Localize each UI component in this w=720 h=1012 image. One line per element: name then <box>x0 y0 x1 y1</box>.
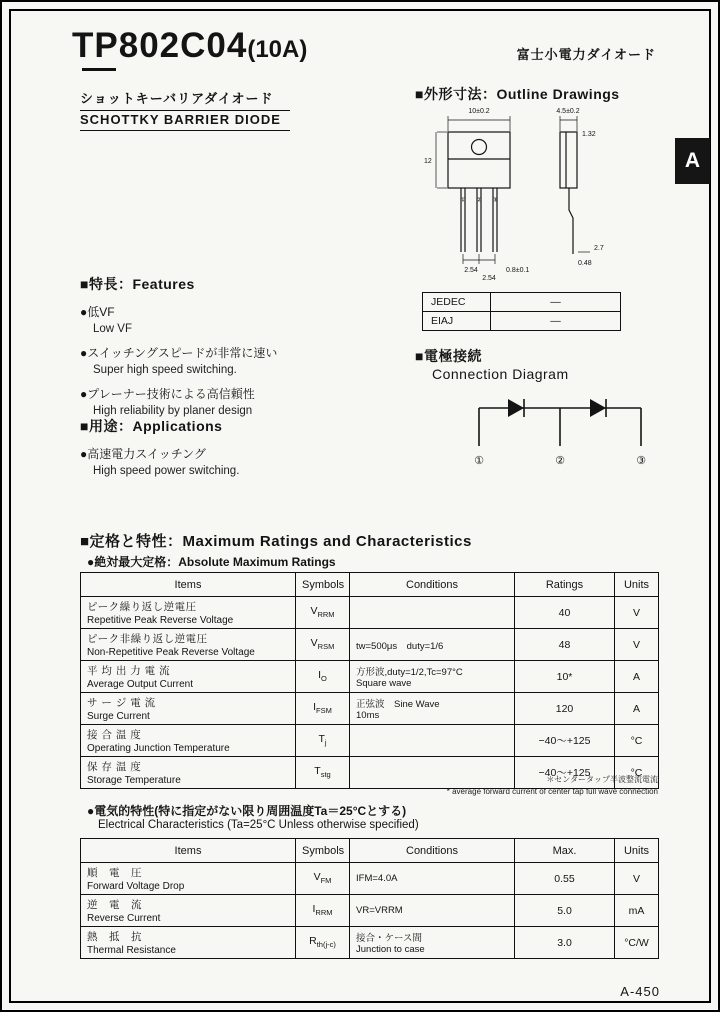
feature-item-en: High reliability by planer design <box>93 405 253 417</box>
cell-unit: A <box>615 661 659 693</box>
terminal-label-2: ② <box>555 455 565 467</box>
applications-section <box>80 416 400 477</box>
connection-heading-jp: ■電極接続 <box>415 348 482 364</box>
table-header-row <box>81 573 659 597</box>
electrical-row <box>81 927 659 959</box>
item-jp: 熱 抵 抗 <box>87 931 142 943</box>
ratings-heading: ■定格と特性：Maximum Ratings and Characteristics <box>80 533 472 550</box>
terminal-label-1: ① <box>474 455 484 467</box>
col-max: Max. <box>515 839 615 863</box>
cell-symbol <box>296 661 350 693</box>
outline-heading: ■外形寸法：Outline Drawings <box>415 86 620 102</box>
cell-items <box>81 757 296 789</box>
col-units: Units <box>615 573 659 597</box>
dim-body-height: 12 <box>424 158 432 165</box>
item-en: Surge Current <box>87 711 150 722</box>
symbol-main: V <box>310 605 318 618</box>
brand-text: 富士小電力ダイオード <box>516 47 656 62</box>
package-row <box>423 293 621 312</box>
cell-conditions <box>350 629 515 661</box>
cell-unit: V <box>615 597 659 629</box>
max-ratings-table <box>80 572 659 789</box>
item-jp: 逆 電 流 <box>87 899 142 911</box>
condition-line: 10ms <box>356 710 380 721</box>
condition-line: IFM=4.0A <box>356 873 398 884</box>
dim-body-width: 10±0.2 <box>468 108 490 115</box>
cell-rating: 10* <box>515 661 615 693</box>
cell-max: 0.55 <box>515 863 615 895</box>
condition-line: Junction to case <box>356 944 425 955</box>
cell-unit: °C <box>615 725 659 757</box>
item-en: Average Output Current <box>87 679 193 690</box>
feature-item-en: Low VF <box>93 323 132 335</box>
dim-pitch-right: 2.54 <box>482 275 496 282</box>
ratings-row <box>81 693 659 725</box>
symbol-sub: stg <box>320 770 331 780</box>
cell-items <box>81 661 296 693</box>
cell-items <box>81 863 296 895</box>
connection-diagram <box>454 386 666 482</box>
ratings-row <box>81 725 659 757</box>
cell-symbol <box>296 693 350 725</box>
part-rating: (10A) <box>247 36 308 63</box>
ratings-row <box>81 597 659 629</box>
ratings-footnote <box>302 774 658 798</box>
cell-unit: °C/W <box>615 927 659 959</box>
condition-line: tw=500μs duty=1/6 <box>356 640 444 652</box>
symbol-main: T <box>318 733 325 746</box>
feature-item-jp: ●スイッチングスピードが非常に速い <box>80 346 278 360</box>
cell-conditions <box>350 895 515 927</box>
cell-items <box>81 597 296 629</box>
cell-symbol <box>296 597 350 629</box>
cell-items <box>81 927 296 959</box>
ratings-subheading: ●絶対最大定格：Absolute Maximum Ratings <box>87 555 336 569</box>
cell-items <box>81 895 296 927</box>
package-standard-value: — <box>491 312 621 331</box>
cell-conditions <box>350 693 515 725</box>
electrical-table <box>80 838 659 959</box>
application-item-en: High speed power switching. <box>93 465 240 477</box>
applications-heading: ■用途：Applications <box>80 418 223 434</box>
ratings-row <box>81 629 659 661</box>
symbol-main: V <box>313 871 321 884</box>
symbol-sub: FM <box>320 876 332 886</box>
item-en: Thermal Resistance <box>87 945 176 956</box>
item-jp: サ ー ジ 電 流 <box>87 697 156 709</box>
dim-lead-width: 0.8±0.1 <box>506 267 530 274</box>
package-standard-value: — <box>491 293 621 312</box>
condition-line: Square wave <box>356 678 412 689</box>
package-table <box>422 292 621 331</box>
section-tab-letter: A <box>684 149 701 172</box>
electrical-row <box>81 895 659 927</box>
cell-rating: −40〜+125 <box>515 757 615 789</box>
cell-symbol <box>296 863 350 895</box>
col-symbols: Symbols <box>296 573 350 597</box>
lead-label-2: ② <box>476 197 482 204</box>
cell-unit: V <box>615 629 659 661</box>
col-items: Items <box>81 839 296 863</box>
ratings-row <box>81 661 659 693</box>
cell-conditions <box>350 927 515 959</box>
diode-symbol-left <box>508 399 524 417</box>
electrical-subheading-jp: ●電気的特性(特に指定がない限り周囲温度Ta＝25°Cとする) <box>87 804 407 818</box>
item-en: Repetitive Peak Reverse Voltage <box>87 615 234 626</box>
footnote-jp: ＊センタータップ半波整流電流 <box>546 775 658 784</box>
item-en: Non-Repetitive Peak Reverse Voltage <box>87 647 255 658</box>
item-jp: 接 合 温 度 <box>87 729 142 741</box>
item-jp: 保 存 温 度 <box>87 761 142 773</box>
symbol-sub: th(j-c) <box>316 940 336 950</box>
cell-rating: 48 <box>515 629 615 661</box>
col-ratings: Ratings <box>515 573 615 597</box>
subtitle-japanese: ショットキーバリアダイオード <box>80 88 290 111</box>
dim-lead-thickness: 0.48 <box>578 260 592 267</box>
dim-pitch-left: 2.54 <box>464 267 478 274</box>
section-tab <box>675 138 710 184</box>
cell-items <box>81 693 296 725</box>
item-jp: ピーク非繰り返し逆電圧 <box>87 633 208 645</box>
subtitle-english: SCHOTTKY BARRIER DIODE <box>80 112 290 131</box>
cell-symbol <box>296 629 350 661</box>
col-units: Units <box>615 839 659 863</box>
feature-item-en: Super high speed switching. <box>93 364 237 376</box>
symbol-main: R <box>309 935 317 948</box>
footnote-en: * average forward current of center tap full wave connection <box>446 787 658 796</box>
cell-rating: −40〜+125 <box>515 725 615 757</box>
package-row <box>423 312 621 331</box>
page-number: A-450 <box>620 984 660 999</box>
symbol-main: I <box>318 669 322 682</box>
electrical-subheading-en: Electrical Characteristics (Ta=25°C Unless otherwise specified) <box>98 819 419 831</box>
diode-symbol-right <box>590 399 606 417</box>
outline-drawing <box>410 102 668 288</box>
dim-tab-thickness: 1.32 <box>582 131 596 138</box>
symbol-sub: j <box>324 738 327 748</box>
cell-rating: 40 <box>515 597 615 629</box>
dim-lead-tip: 2.7 <box>594 245 604 252</box>
cell-items <box>81 629 296 661</box>
features-section <box>80 274 400 417</box>
item-jp: 順 電 圧 <box>87 867 142 879</box>
table-header-row <box>81 839 659 863</box>
condition-line: 方形波,duty=1/2,Tc=97°C <box>356 667 463 678</box>
col-symbols: Symbols <box>296 839 350 863</box>
cell-unit: A <box>615 693 659 725</box>
feature-item-jp: ●プレーナー技術による高信頼性 <box>80 387 255 401</box>
header <box>72 26 307 66</box>
symbol-sub: RRM <box>315 908 333 918</box>
symbol-main: T <box>314 765 321 778</box>
cell-unit: V <box>615 863 659 895</box>
item-en: Storage Temperature <box>87 775 181 786</box>
features-heading: ■特長：Features <box>80 276 195 292</box>
item-en: Operating Junction Temperature <box>87 743 230 754</box>
terminal-label-3: ③ <box>636 455 646 467</box>
symbol-sub: RRM <box>317 610 335 620</box>
cell-conditions <box>350 661 515 693</box>
cell-conditions <box>350 725 515 757</box>
col-conditions: Conditions <box>350 573 515 597</box>
symbol-sub: O <box>321 674 327 684</box>
cell-unit: mA <box>615 895 659 927</box>
electrical-row <box>81 863 659 895</box>
condition-line: 正弦波 Sine Wave <box>356 699 440 710</box>
title-underline <box>82 68 116 71</box>
cell-symbol <box>296 725 350 757</box>
item-jp: ピーク繰り返し逆電圧 <box>87 601 197 613</box>
condition-line: VR=VRRM <box>356 905 403 916</box>
cell-conditions <box>350 597 515 629</box>
col-conditions: Conditions <box>350 839 515 863</box>
cell-items <box>81 725 296 757</box>
cell-max: 3.0 <box>515 927 615 959</box>
item-jp: 平 均 出 力 電 流 <box>87 665 171 677</box>
cell-unit: °C <box>615 757 659 789</box>
symbol-main: V <box>310 637 318 650</box>
part-number: TP802C04 <box>72 26 248 65</box>
lead-label-3: ③ <box>492 197 498 204</box>
package-standard-label: EIAJ <box>423 312 491 331</box>
condition-line: 接合・ケース間 <box>356 933 423 944</box>
symbol-sub: RSM <box>317 642 335 652</box>
cell-symbol <box>296 927 350 959</box>
symbol-sub: FSM <box>316 706 332 716</box>
symbol-main: I <box>312 903 316 916</box>
cell-max: 5.0 <box>515 895 615 927</box>
cell-symbol <box>296 895 350 927</box>
connection-heading-en: Connection Diagram <box>432 366 569 382</box>
item-en: Forward Voltage Drop <box>87 881 185 892</box>
dim-side-width: 4.5±0.2 <box>556 108 580 115</box>
cell-conditions <box>350 863 515 895</box>
col-items: Items <box>81 573 296 597</box>
application-item-jp: ●高速電力スイッチング <box>80 447 206 461</box>
feature-item-jp: ●低VF <box>80 305 115 319</box>
symbol-main: I <box>313 701 317 714</box>
cell-rating: 120 <box>515 693 615 725</box>
package-standard-label: JEDEC <box>423 293 491 312</box>
lead-label-1: ① <box>460 197 466 204</box>
item-en: Reverse Current <box>87 913 161 924</box>
